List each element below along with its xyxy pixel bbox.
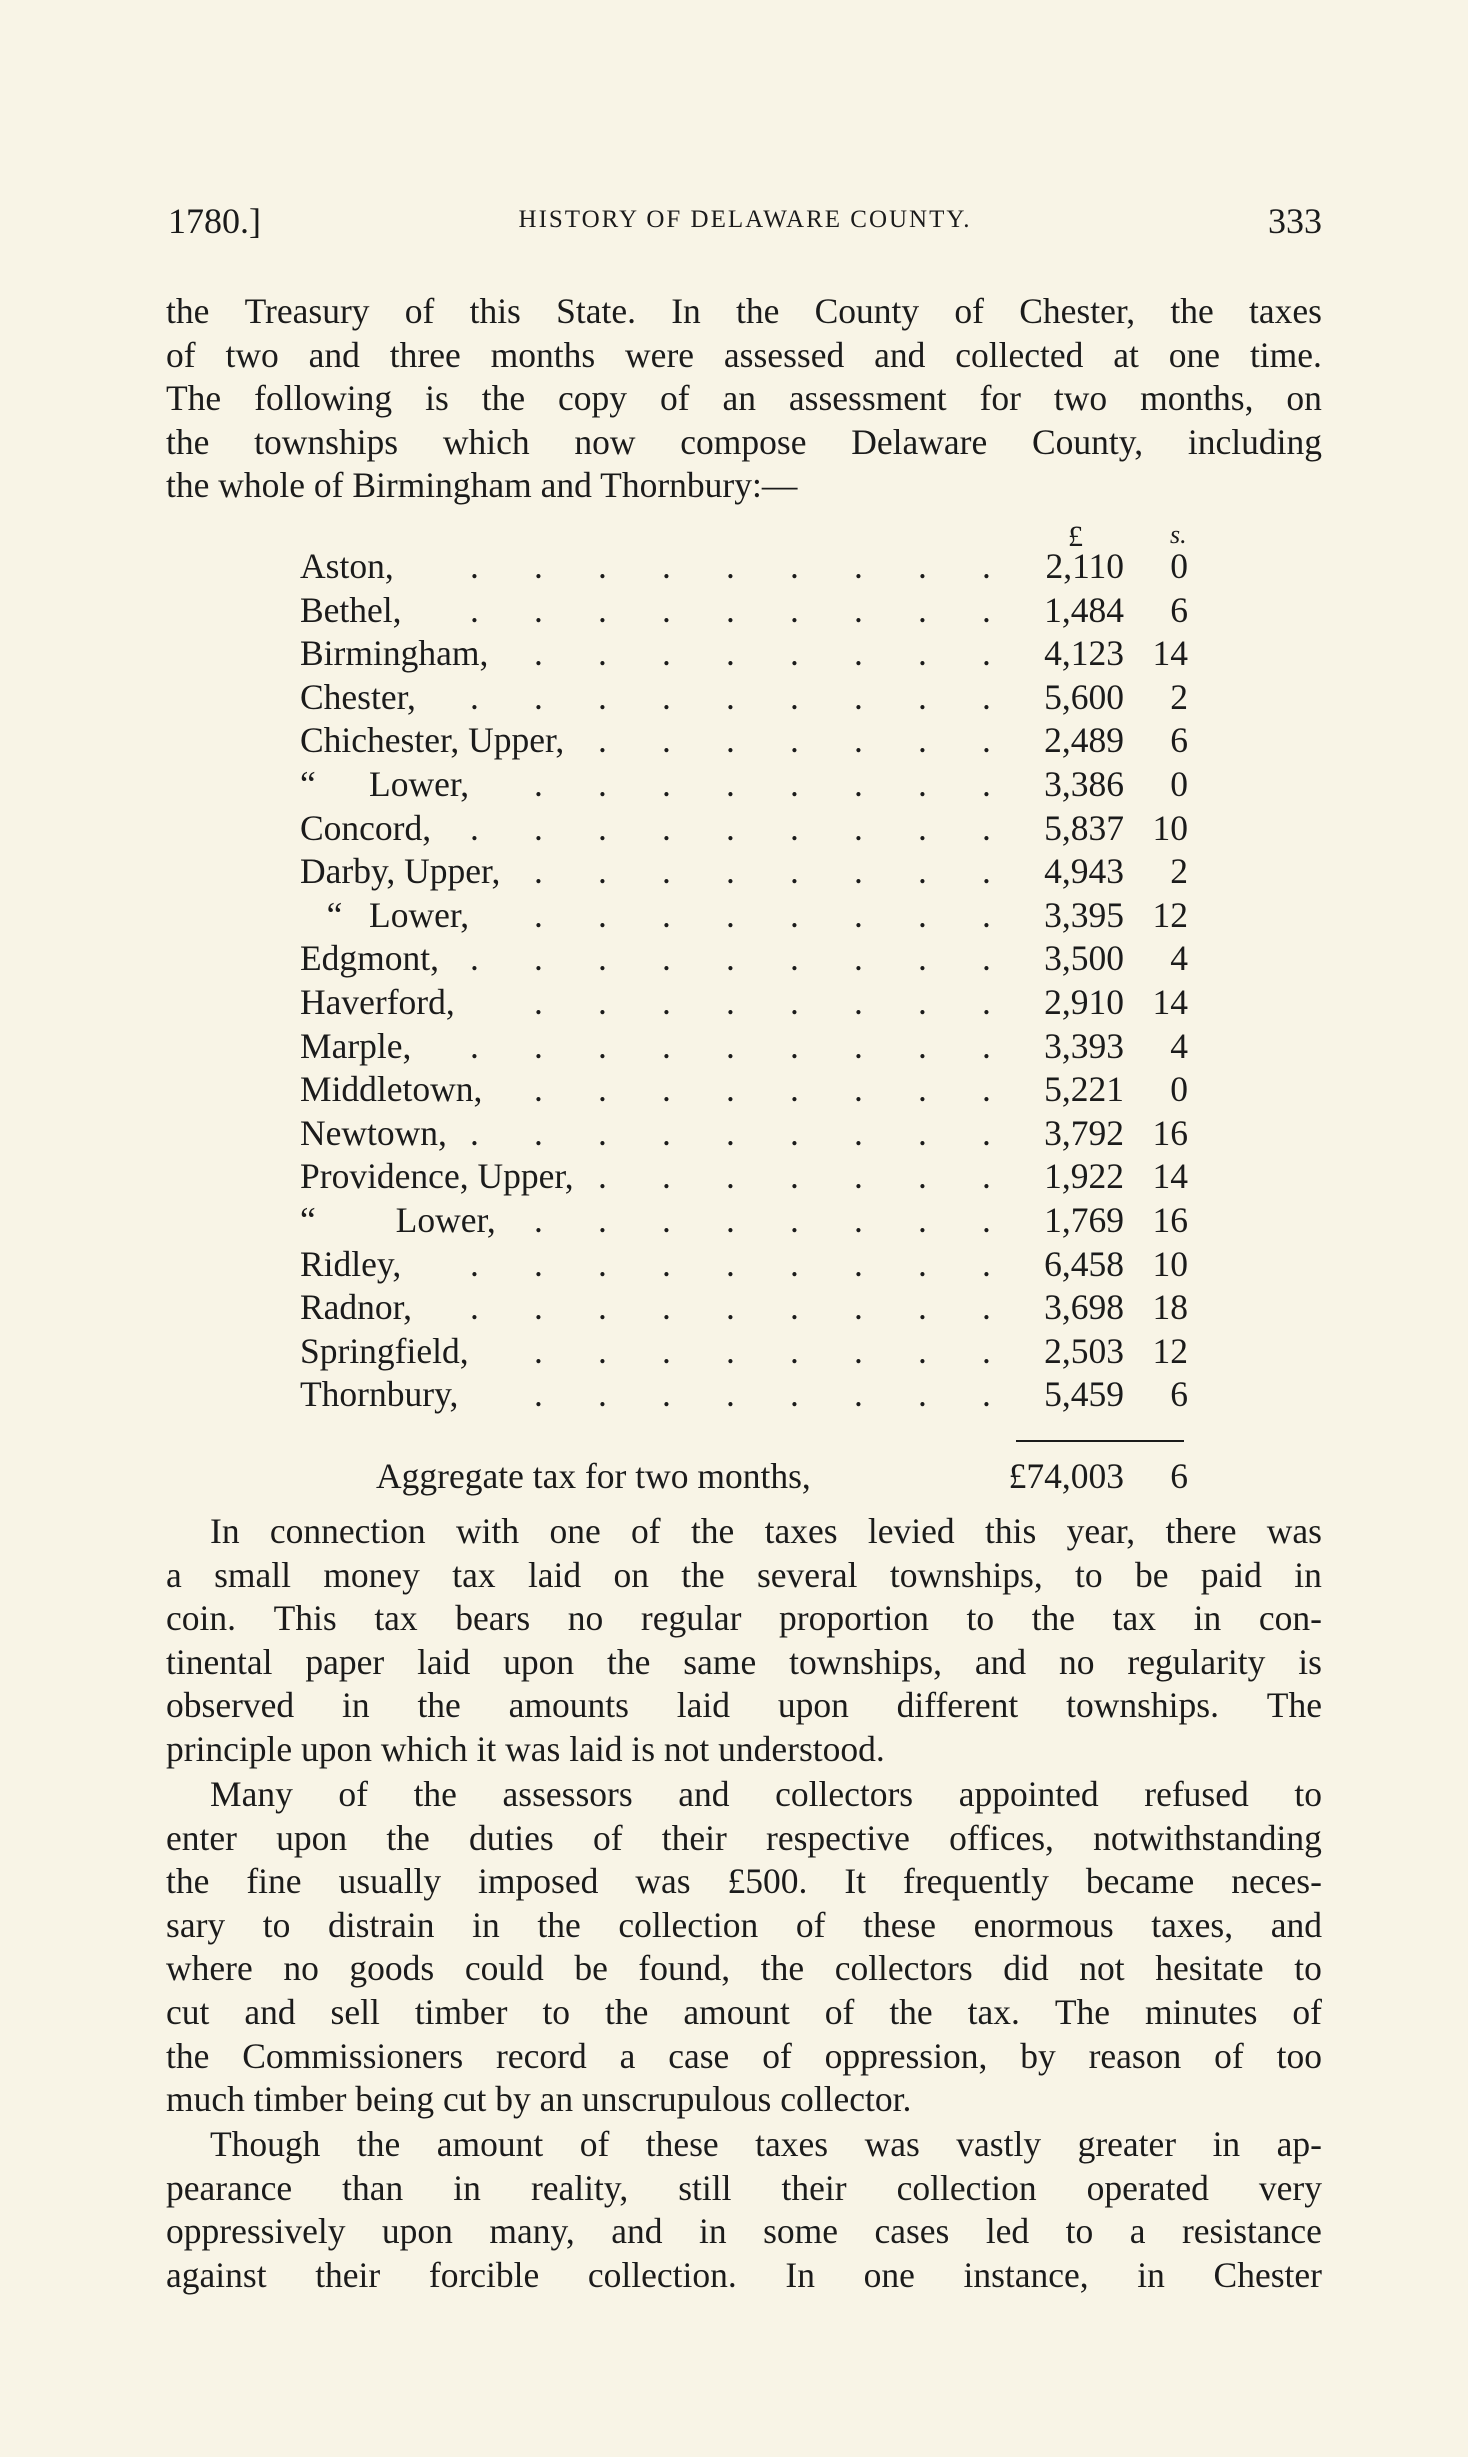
leader-dot: . xyxy=(534,894,543,935)
leader-dot: . xyxy=(918,1330,927,1371)
aggregate-shillings: 6 xyxy=(1170,1456,1188,1496)
leader-dot: . xyxy=(534,807,543,848)
leader-dot: . xyxy=(918,938,927,979)
leader-dot: . xyxy=(534,982,543,1022)
table-row xyxy=(0,1330,1468,1374)
leader-dot: . xyxy=(662,1243,671,1284)
leader-dot: . xyxy=(534,1243,543,1284)
leader-dot: . xyxy=(790,1243,799,1284)
aggregate-row xyxy=(0,1455,1468,1501)
text-line: enter upon the duties of their respective offices, notwithstanding xyxy=(166,1817,1322,1858)
leader-dot: . xyxy=(726,1069,735,1110)
pounds-value: 2,489 xyxy=(1044,720,1124,761)
text-line: the Treasury of this State. In the County of Chester, the taxes xyxy=(166,291,1322,331)
table-row xyxy=(0,1373,1468,1417)
text-line: The following is the copy of an assessment for two months, on xyxy=(166,378,1322,419)
leader-dot: . xyxy=(918,676,927,717)
leader-dot: . xyxy=(470,1243,479,1284)
leader-dot: . xyxy=(726,676,735,717)
leader-dot: . xyxy=(598,938,607,979)
shillings-value: 0 xyxy=(1170,546,1188,586)
leader-dot: . xyxy=(982,1330,991,1371)
leader-dot: . xyxy=(726,1287,735,1328)
leader-dot: . xyxy=(918,982,927,1022)
leader-dot: . xyxy=(662,633,671,674)
leader-dot: . xyxy=(470,676,479,717)
leader-dot: . xyxy=(790,1112,799,1153)
table-row xyxy=(0,1155,1468,1199)
text-line: the whole of Birmingham and Thornbury:— xyxy=(166,465,798,506)
table-row xyxy=(0,807,1468,851)
leader-dot: . xyxy=(726,1330,735,1371)
table-row xyxy=(0,1068,1468,1112)
leader-dot: . xyxy=(918,1243,927,1284)
leader-dot: . xyxy=(982,720,991,761)
aggregate-pounds: £74,003 xyxy=(1008,1456,1124,1496)
leader-dot: . xyxy=(982,546,991,586)
leader-dot: . xyxy=(726,894,735,935)
leader-dot: . xyxy=(790,982,799,1022)
leader-dot: . xyxy=(662,894,671,935)
text-line: the Commissioners record a case of oppression, by reason of too xyxy=(166,2035,1322,2076)
leader-dot: . xyxy=(790,1025,799,1066)
shillings-value: 6 xyxy=(1170,1374,1188,1415)
leader-dot: . xyxy=(726,982,735,1022)
sum-rule xyxy=(1016,1440,1184,1442)
text-line: against their forcible collection. In one instance, in Chester xyxy=(166,2254,1322,2295)
leader-dot: . xyxy=(726,589,735,630)
leader-dot: . xyxy=(790,589,799,630)
leader-dot: . xyxy=(982,1156,991,1197)
leader-dot: . xyxy=(854,1243,863,1284)
township-name: Chichester, Upper, xyxy=(300,720,565,761)
text-line: a small money tax laid on the several townships, to be paid in xyxy=(166,1554,1322,1595)
leader-dot: . xyxy=(726,633,735,674)
leader-dot: . xyxy=(918,1287,927,1328)
leader-dot: . xyxy=(534,676,543,717)
leader-dot: . xyxy=(534,546,543,586)
leader-dot: . xyxy=(982,1069,991,1110)
township-name: Radnor, xyxy=(300,1287,412,1328)
leader-dot: . xyxy=(534,1069,543,1110)
shillings-value: 18 xyxy=(1152,1287,1188,1328)
leader-dot: . xyxy=(790,807,799,848)
leader-dot: . xyxy=(854,1069,863,1110)
shillings-value: 6 xyxy=(1170,589,1188,630)
running-header xyxy=(168,200,1322,250)
township-name: Springfield, xyxy=(300,1330,469,1371)
text-line: In connection with one of the taxes levied this year, there was xyxy=(210,1511,1322,1551)
leader-dot: . xyxy=(726,851,735,892)
table-row xyxy=(0,1243,1468,1287)
township-name: Marple, xyxy=(300,1025,412,1066)
leader-dot: . xyxy=(726,764,735,804)
leader-dot: . xyxy=(662,764,671,804)
text-line: tinental paper laid upon the same townships, and no regularity is xyxy=(166,1641,1322,1682)
leader-dot: . xyxy=(598,676,607,717)
leader-dot: . xyxy=(790,1374,799,1415)
leader-dot: . xyxy=(918,1200,927,1240)
leader-dot: . xyxy=(982,1025,991,1066)
shillings-value: 14 xyxy=(1152,982,1188,1022)
leader-dot: . xyxy=(790,546,799,586)
township-name: Darby, Upper, xyxy=(300,851,501,892)
shillings-value: 6 xyxy=(1170,720,1188,761)
leader-dot: . xyxy=(470,1025,479,1066)
leader-dot: . xyxy=(854,546,863,586)
table-row xyxy=(0,589,1468,633)
header-title: HISTORY OF DELAWARE COUNTY. xyxy=(518,206,972,233)
leader-dot: . xyxy=(982,851,991,892)
leader-dot: . xyxy=(790,851,799,892)
leader-dot: . xyxy=(982,894,991,935)
shillings-value: 14 xyxy=(1152,633,1188,674)
township-name: Middletown, xyxy=(300,1069,483,1110)
township-name: Bethel, xyxy=(300,589,402,630)
paragraph-assessors xyxy=(166,1773,1322,2122)
leader-dot: . xyxy=(662,982,671,1022)
leader-dot: . xyxy=(854,851,863,892)
township-name: Ridley, xyxy=(300,1243,402,1284)
leader-dot: . xyxy=(918,633,927,674)
pounds-value: 5,600 xyxy=(1044,676,1124,717)
leader-dot: . xyxy=(534,1287,543,1328)
shillings-value: 12 xyxy=(1152,894,1188,935)
leader-dot: . xyxy=(662,807,671,848)
pounds-value: 4,943 xyxy=(1044,851,1124,892)
leader-dot: . xyxy=(790,1069,799,1110)
leader-dot: . xyxy=(726,1243,735,1284)
shilling-unit-label: s. xyxy=(1170,520,1187,549)
leader-dot: . xyxy=(918,1156,927,1197)
pounds-value: 3,393 xyxy=(1044,1025,1124,1066)
pounds-value: 5,837 xyxy=(1044,807,1124,848)
leader-dot: . xyxy=(726,1112,735,1153)
township-name: Thornbury, xyxy=(300,1374,459,1415)
table-row xyxy=(0,894,1468,938)
leader-dot: . xyxy=(790,764,799,804)
text-line: cut and sell timber to the amount of the tax. The minutes of xyxy=(166,1991,1322,2032)
leader-dot: . xyxy=(598,720,607,761)
leader-dot: . xyxy=(918,720,927,761)
leader-dot: . xyxy=(790,1330,799,1371)
aggregate-label: Aggregate tax for two months, xyxy=(376,1456,811,1496)
leader-dot: . xyxy=(854,1112,863,1153)
shillings-value: 14 xyxy=(1152,1156,1188,1197)
leader-dot: . xyxy=(662,1330,671,1371)
leader-dot: . xyxy=(534,851,543,892)
shillings-value: 0 xyxy=(1170,764,1188,804)
leader-dot: . xyxy=(662,676,671,717)
pounds-value: 3,698 xyxy=(1044,1287,1124,1328)
shillings-value: 0 xyxy=(1170,1069,1188,1110)
leader-dot: . xyxy=(598,1287,607,1328)
table-row xyxy=(0,632,1468,676)
leader-dot: . xyxy=(982,938,991,979)
shillings-value: 4 xyxy=(1170,1025,1188,1066)
leader-dot: . xyxy=(662,1156,671,1197)
leader-dot: . xyxy=(598,1069,607,1110)
text-line: much timber being cut by an unscrupulous collector. xyxy=(166,2079,912,2120)
leader-dot: . xyxy=(598,1243,607,1284)
leader-dot: . xyxy=(790,1200,799,1240)
township-name: “ Lower, xyxy=(300,894,470,935)
leader-dot: . xyxy=(982,1374,991,1415)
township-name: Birmingham, xyxy=(300,633,489,674)
pounds-value: 2,110 xyxy=(1045,546,1124,586)
pounds-value: 3,792 xyxy=(1044,1112,1124,1153)
leader-dot: . xyxy=(534,1112,543,1153)
leader-dot: . xyxy=(470,589,479,630)
shillings-value: 16 xyxy=(1152,1200,1188,1240)
header-year: 1780.] xyxy=(168,201,261,241)
leader-dot: . xyxy=(598,589,607,630)
pounds-value: 1,922 xyxy=(1044,1156,1124,1197)
text-line: coin. This tax bears no regular proportion to the tax in con- xyxy=(166,1598,1322,1639)
leader-dot: . xyxy=(598,546,607,586)
pounds-value: 3,395 xyxy=(1044,894,1124,935)
leader-dot: . xyxy=(790,720,799,761)
leader-dot: . xyxy=(598,1374,607,1415)
leader-dot: . xyxy=(726,938,735,979)
leader-dot: . xyxy=(598,1112,607,1153)
leader-dot: . xyxy=(854,1025,863,1066)
leader-dot: . xyxy=(534,633,543,674)
table-row xyxy=(0,850,1468,894)
text-line: of two and three months were assessed and collected at one time. xyxy=(166,334,1322,375)
pounds-value: 1,484 xyxy=(1044,589,1124,630)
shillings-value: 4 xyxy=(1170,938,1188,979)
leader-dot: . xyxy=(662,1287,671,1328)
intro-paragraph xyxy=(166,290,1322,508)
leader-dot: . xyxy=(854,807,863,848)
leader-dot: . xyxy=(854,589,863,630)
text-line: where no goods could be found, the collectors did not hesitate to xyxy=(166,1948,1322,1989)
township-name: “ Lower, xyxy=(300,1200,496,1240)
shillings-value: 10 xyxy=(1152,1243,1188,1284)
leader-dot: . xyxy=(854,720,863,761)
leader-dot: . xyxy=(598,764,607,804)
table-row xyxy=(0,1199,1468,1243)
leader-dot: . xyxy=(918,1374,927,1415)
leader-dot: . xyxy=(662,1200,671,1240)
leader-dot: . xyxy=(470,1287,479,1328)
shillings-value: 2 xyxy=(1170,676,1188,717)
leader-dot: . xyxy=(598,894,607,935)
table-row xyxy=(0,676,1468,720)
leader-dot: . xyxy=(662,1112,671,1153)
township-name: Chester, xyxy=(300,676,416,717)
text-line: Though the amount of these taxes was vastly greater in ap- xyxy=(210,2124,1322,2164)
text-line: principle upon which it was laid is not understood. xyxy=(166,1728,885,1769)
leader-dot: . xyxy=(662,851,671,892)
township-name: Newtown, xyxy=(300,1112,447,1153)
township-name: Edgmont, xyxy=(300,938,440,979)
leader-dot: . xyxy=(854,982,863,1022)
leader-dot: . xyxy=(982,589,991,630)
leader-dot: . xyxy=(598,807,607,848)
leader-dot: . xyxy=(598,633,607,674)
shillings-value: 12 xyxy=(1152,1330,1188,1371)
leader-dot: . xyxy=(918,1112,927,1153)
shillings-value: 16 xyxy=(1152,1112,1188,1153)
leader-dot: . xyxy=(598,1330,607,1371)
text-line: Many of the assessors and collectors appointed refused to xyxy=(210,1774,1322,1814)
leader-dot: . xyxy=(854,1287,863,1328)
leader-dot: . xyxy=(534,1200,543,1240)
leader-dot: . xyxy=(662,1374,671,1415)
leader-dot: . xyxy=(534,1374,543,1415)
table-row xyxy=(0,981,1468,1025)
leader-dot: . xyxy=(534,764,543,804)
leader-dot: . xyxy=(726,1200,735,1240)
table-row xyxy=(0,937,1468,981)
pounds-value: 2,910 xyxy=(1044,982,1124,1022)
text-line: the fine usually imposed was £500. It frequently became neces- xyxy=(166,1861,1322,1902)
leader-dot: . xyxy=(534,938,543,979)
pounds-value: 4,123 xyxy=(1044,633,1124,674)
leader-dot: . xyxy=(854,633,863,674)
leader-dot: . xyxy=(918,1025,927,1066)
leader-dot: . xyxy=(662,1025,671,1066)
table-row xyxy=(0,1286,1468,1330)
table-row xyxy=(0,1025,1468,1069)
leader-dot: . xyxy=(470,1112,479,1153)
leader-dot: . xyxy=(726,807,735,848)
leader-dot: . xyxy=(470,938,479,979)
leader-dot: . xyxy=(918,546,927,586)
leader-dot: . xyxy=(662,938,671,979)
leader-dot: . xyxy=(790,1156,799,1197)
leader-dot: . xyxy=(790,894,799,935)
leader-dot: . xyxy=(790,938,799,979)
leader-dot: . xyxy=(726,720,735,761)
text-line: sary to distrain in the collection of these enormous taxes, and xyxy=(166,1904,1322,1945)
leader-dot: . xyxy=(662,1069,671,1110)
leader-dot: . xyxy=(598,1156,607,1197)
text-line: the townships which now compose Delaware County, including xyxy=(166,421,1322,462)
page-number: 333 xyxy=(1268,201,1322,241)
leader-dot: . xyxy=(982,1243,991,1284)
leader-dot: . xyxy=(918,589,927,630)
township-name: “ Lower, xyxy=(300,764,470,804)
leader-dot: . xyxy=(918,1069,927,1110)
shillings-value: 2 xyxy=(1170,851,1188,892)
leader-dot: . xyxy=(598,982,607,1022)
leader-dot: . xyxy=(918,764,927,804)
table-row xyxy=(0,763,1468,807)
leader-dot: . xyxy=(982,807,991,848)
leader-dot: . xyxy=(470,546,479,586)
leader-dot: . xyxy=(982,1287,991,1328)
leader-dot: . xyxy=(982,982,991,1022)
township-name: Aston, xyxy=(300,546,394,586)
leader-dot: . xyxy=(854,764,863,804)
paragraph-money-tax xyxy=(166,1510,1322,1772)
pounds-value: 3,386 xyxy=(1044,764,1124,804)
leader-dot: . xyxy=(790,633,799,674)
leader-dot: . xyxy=(598,1200,607,1240)
leader-dot: . xyxy=(982,633,991,674)
leader-dot: . xyxy=(470,807,479,848)
pounds-value: 2,503 xyxy=(1044,1330,1124,1371)
leader-dot: . xyxy=(854,1374,863,1415)
leader-dot: . xyxy=(918,807,927,848)
text-line: oppressively upon many, and in some cases led to a resistance xyxy=(166,2211,1322,2252)
pounds-value: 6,458 xyxy=(1044,1243,1124,1284)
leader-dot: . xyxy=(726,546,735,586)
paragraph-resistance xyxy=(166,2123,1322,2297)
text-line: observed in the amounts laid upon different townships. The xyxy=(166,1685,1322,1726)
leader-dot: . xyxy=(854,1200,863,1240)
leader-dot: . xyxy=(598,1025,607,1066)
leader-dot: . xyxy=(918,894,927,935)
table-row xyxy=(0,719,1468,763)
leader-dot: . xyxy=(598,851,607,892)
table-row xyxy=(0,545,1468,589)
leader-dot: . xyxy=(982,1200,991,1240)
leader-dot: . xyxy=(662,546,671,586)
leader-dot: . xyxy=(662,589,671,630)
leader-dot: . xyxy=(726,1374,735,1415)
leader-dot: . xyxy=(534,589,543,630)
township-name: Providence, Upper, xyxy=(300,1156,574,1197)
leader-dot: . xyxy=(726,1156,735,1197)
pounds-value: 1,769 xyxy=(1044,1200,1124,1240)
leader-dot: . xyxy=(982,764,991,804)
shillings-value: 10 xyxy=(1152,807,1188,848)
text-line: pearance than in reality, still their collection operated very xyxy=(166,2167,1322,2208)
leader-dot: . xyxy=(982,676,991,717)
leader-dot: . xyxy=(854,894,863,935)
table-row xyxy=(0,1112,1468,1156)
leader-dot: . xyxy=(726,1025,735,1066)
township-name: Concord, xyxy=(300,807,432,848)
leader-dot: . xyxy=(534,1330,543,1371)
pounds-value: 5,221 xyxy=(1044,1069,1124,1110)
pound-unit-label: £ xyxy=(1068,520,1083,553)
leader-dot: . xyxy=(854,938,863,979)
leader-dot: . xyxy=(854,1156,863,1197)
leader-dot: . xyxy=(918,851,927,892)
leader-dot: . xyxy=(662,720,671,761)
pounds-value: 3,500 xyxy=(1044,938,1124,979)
pounds-value: 5,459 xyxy=(1044,1374,1124,1415)
township-name: Haverford, xyxy=(300,982,455,1022)
leader-dot: . xyxy=(854,676,863,717)
leader-dot: . xyxy=(534,1025,543,1066)
leader-dot: . xyxy=(982,1112,991,1153)
leader-dot: . xyxy=(790,1287,799,1328)
leader-dot: . xyxy=(854,1330,863,1371)
leader-dot: . xyxy=(790,676,799,717)
